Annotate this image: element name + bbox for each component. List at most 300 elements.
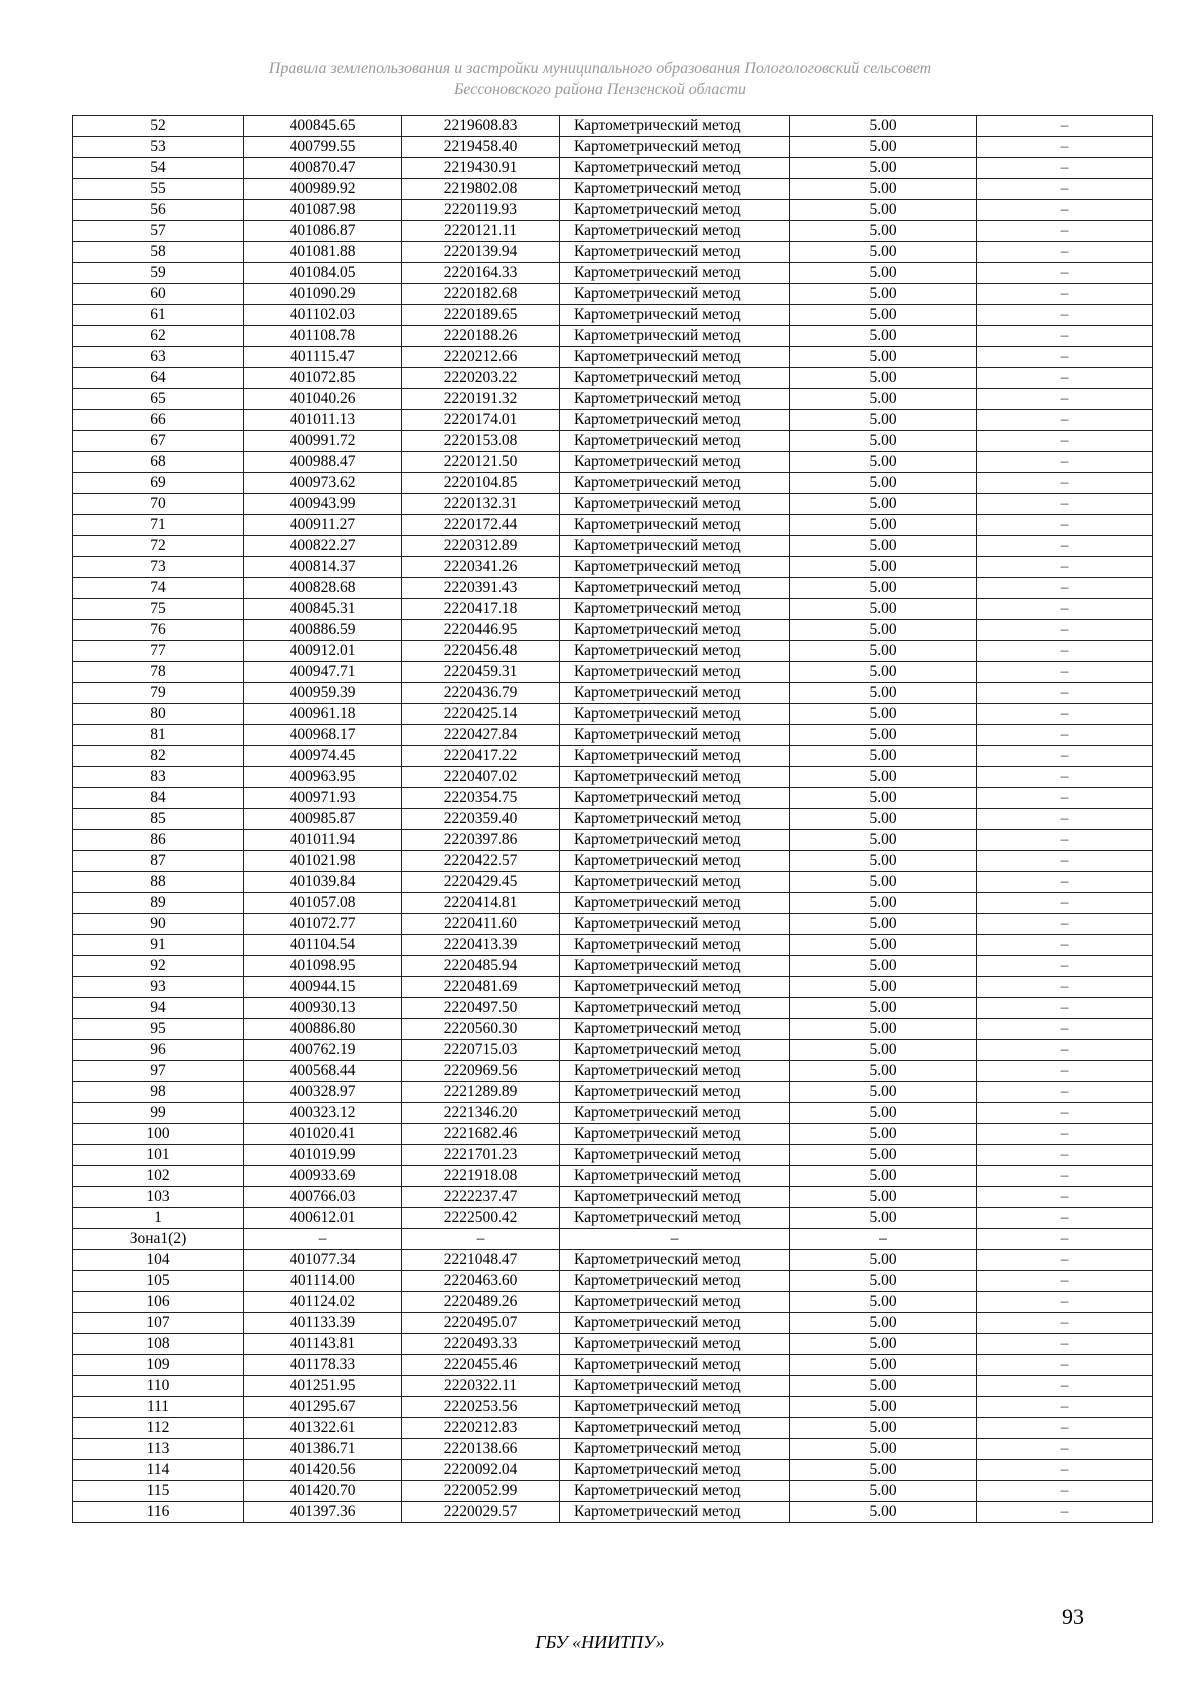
y-coordinate-cell: 2219608.83 bbox=[402, 116, 560, 137]
table-row bbox=[73, 1250, 1153, 1271]
x-coordinate-cell: 401077.34 bbox=[244, 1250, 402, 1271]
y-coordinate-cell: 2220429.45 bbox=[402, 872, 560, 893]
note-cell: – bbox=[977, 704, 1153, 725]
x-coordinate-cell: 401133.39 bbox=[244, 1313, 402, 1334]
accuracy-cell: 5.00 bbox=[790, 956, 977, 977]
header-line-2: Бессоновского района Пензенской области bbox=[453, 81, 747, 98]
y-coordinate-cell: 2220212.83 bbox=[402, 1418, 560, 1439]
method-cell: Картометрический метод bbox=[560, 662, 790, 683]
x-coordinate-cell: 401322.61 bbox=[244, 1418, 402, 1439]
accuracy-cell: 5.00 bbox=[790, 977, 977, 998]
note-cell: – bbox=[977, 1397, 1153, 1418]
y-coordinate-cell: 2220191.32 bbox=[402, 389, 560, 410]
accuracy-cell: 5.00 bbox=[790, 1208, 977, 1229]
x-coordinate-cell: 400971.93 bbox=[244, 788, 402, 809]
note-cell: – bbox=[977, 1271, 1153, 1292]
accuracy-cell: 5.00 bbox=[790, 368, 977, 389]
y-coordinate-cell: 2220489.26 bbox=[402, 1292, 560, 1313]
note-cell: – bbox=[977, 1082, 1153, 1103]
point-number-cell: 88 bbox=[73, 872, 244, 893]
note-cell: – bbox=[977, 1418, 1153, 1439]
method-cell: Картометрический метод bbox=[560, 1187, 790, 1208]
y-coordinate-cell: 2220212.66 bbox=[402, 347, 560, 368]
accuracy-cell: 5.00 bbox=[790, 494, 977, 515]
note-cell: – bbox=[977, 1019, 1153, 1040]
note-cell: – bbox=[977, 410, 1153, 431]
table-row bbox=[73, 1061, 1153, 1082]
header-line-1: Правила землепользования и застройки муниципального образования Пологологовский сельсовет bbox=[268, 60, 932, 77]
method-cell: Картометрический метод bbox=[560, 515, 790, 536]
method-cell: Картометрический метод bbox=[560, 1082, 790, 1103]
point-number-cell: 67 bbox=[73, 431, 244, 452]
table-row bbox=[73, 1082, 1153, 1103]
x-coordinate-cell: 401104.54 bbox=[244, 935, 402, 956]
accuracy-cell: 5.00 bbox=[790, 305, 977, 326]
table-row bbox=[73, 431, 1153, 452]
y-coordinate-cell: 2220560.30 bbox=[402, 1019, 560, 1040]
x-coordinate-cell: 401057.08 bbox=[244, 893, 402, 914]
method-cell: Картометрический метод bbox=[560, 557, 790, 578]
table-row bbox=[73, 137, 1153, 158]
y-coordinate-cell: 2221918.08 bbox=[402, 1166, 560, 1187]
method-cell: Картометрический метод bbox=[560, 284, 790, 305]
table-row bbox=[73, 389, 1153, 410]
method-cell: Картометрический метод bbox=[560, 221, 790, 242]
x-coordinate-cell: 401102.03 bbox=[244, 305, 402, 326]
accuracy-cell: 5.00 bbox=[790, 515, 977, 536]
point-number-cell: 77 bbox=[73, 641, 244, 662]
table-row bbox=[73, 956, 1153, 977]
point-number-cell: 61 bbox=[73, 305, 244, 326]
method-cell: Картометрический метод bbox=[560, 389, 790, 410]
y-coordinate-cell: 2221682.46 bbox=[402, 1124, 560, 1145]
method-cell: Картометрический метод bbox=[560, 998, 790, 1019]
method-cell: Картометрический метод bbox=[560, 1019, 790, 1040]
note-cell: – bbox=[977, 200, 1153, 221]
accuracy-cell: 5.00 bbox=[790, 704, 977, 725]
table-row bbox=[73, 1187, 1153, 1208]
x-coordinate-cell: 401420.70 bbox=[244, 1481, 402, 1502]
x-coordinate-cell: 400973.62 bbox=[244, 473, 402, 494]
method-cell: Картометрический метод bbox=[560, 599, 790, 620]
y-coordinate-cell: 2220359.40 bbox=[402, 809, 560, 830]
table-row bbox=[73, 200, 1153, 221]
accuracy-cell: 5.00 bbox=[790, 872, 977, 893]
x-coordinate-cell: 400963.95 bbox=[244, 767, 402, 788]
method-cell: Картометрический метод bbox=[560, 1313, 790, 1334]
method-cell: Картометрический метод bbox=[560, 242, 790, 263]
accuracy-cell: 5.00 bbox=[790, 452, 977, 473]
method-cell: Картометрический метод bbox=[560, 851, 790, 872]
x-coordinate-cell: 401115.47 bbox=[244, 347, 402, 368]
accuracy-cell: 5.00 bbox=[790, 431, 977, 452]
point-number-cell: 107 bbox=[73, 1313, 244, 1334]
point-number-cell: 56 bbox=[73, 200, 244, 221]
accuracy-cell: 5.00 bbox=[790, 1397, 977, 1418]
point-number-cell: 52 bbox=[73, 116, 244, 137]
method-cell: Картометрический метод bbox=[560, 536, 790, 557]
point-number-cell: 101 bbox=[73, 1145, 244, 1166]
table-row bbox=[73, 410, 1153, 431]
table-row bbox=[73, 809, 1153, 830]
x-coordinate-cell: 401020.41 bbox=[244, 1124, 402, 1145]
note-cell: – bbox=[977, 557, 1153, 578]
y-coordinate-cell: 2220104.85 bbox=[402, 473, 560, 494]
x-coordinate-cell: 401090.29 bbox=[244, 284, 402, 305]
document-header bbox=[0, 58, 1200, 100]
table-row bbox=[73, 1208, 1153, 1229]
point-number-cell: 69 bbox=[73, 473, 244, 494]
note-cell: – bbox=[977, 1355, 1153, 1376]
point-number-cell: 84 bbox=[73, 788, 244, 809]
table-row bbox=[73, 893, 1153, 914]
note-cell: – bbox=[977, 599, 1153, 620]
accuracy-cell: 5.00 bbox=[790, 116, 977, 137]
note-cell: – bbox=[977, 431, 1153, 452]
y-coordinate-cell: 2220456.48 bbox=[402, 641, 560, 662]
accuracy-cell: 5.00 bbox=[790, 1124, 977, 1145]
method-cell: Картометрический метод bbox=[560, 473, 790, 494]
x-coordinate-cell: 400870.47 bbox=[244, 158, 402, 179]
y-coordinate-cell: 2220029.57 bbox=[402, 1502, 560, 1523]
accuracy-cell: 5.00 bbox=[790, 1376, 977, 1397]
accuracy-cell: – bbox=[790, 1229, 977, 1250]
method-cell: Картометрический метод bbox=[560, 116, 790, 137]
table-row bbox=[73, 725, 1153, 746]
table-row bbox=[73, 242, 1153, 263]
y-coordinate-cell: 2222237.47 bbox=[402, 1187, 560, 1208]
y-coordinate-cell: 2220481.69 bbox=[402, 977, 560, 998]
method-cell: Картометрический метод bbox=[560, 1376, 790, 1397]
x-coordinate-cell: 401251.95 bbox=[244, 1376, 402, 1397]
point-number-cell: 78 bbox=[73, 662, 244, 683]
y-coordinate-cell: 2220188.26 bbox=[402, 326, 560, 347]
note-cell: – bbox=[977, 179, 1153, 200]
note-cell: – bbox=[977, 1460, 1153, 1481]
y-coordinate-cell: 2221048.47 bbox=[402, 1250, 560, 1271]
y-coordinate-cell: 2220172.44 bbox=[402, 515, 560, 536]
y-coordinate-cell: 2220341.26 bbox=[402, 557, 560, 578]
accuracy-cell: 5.00 bbox=[790, 473, 977, 494]
document-footer: ГБУ «НИИТПУ» bbox=[535, 1632, 665, 1652]
method-cell: Картометрический метод bbox=[560, 305, 790, 326]
point-number-cell: 91 bbox=[73, 935, 244, 956]
x-coordinate-cell: 400845.31 bbox=[244, 599, 402, 620]
y-coordinate-cell: 2220121.11 bbox=[402, 221, 560, 242]
accuracy-cell: 5.00 bbox=[790, 1418, 977, 1439]
point-number-cell: 108 bbox=[73, 1334, 244, 1355]
accuracy-cell: 5.00 bbox=[790, 326, 977, 347]
note-cell: – bbox=[977, 956, 1153, 977]
table-row bbox=[73, 599, 1153, 620]
point-number-cell: 100 bbox=[73, 1124, 244, 1145]
coordinates-table bbox=[72, 115, 1153, 1523]
accuracy-cell: 5.00 bbox=[790, 851, 977, 872]
x-coordinate-cell: 400323.12 bbox=[244, 1103, 402, 1124]
note-cell: – bbox=[977, 620, 1153, 641]
table-row bbox=[73, 914, 1153, 935]
point-number-cell: 94 bbox=[73, 998, 244, 1019]
method-cell: Картометрический метод bbox=[560, 620, 790, 641]
table-row bbox=[73, 1124, 1153, 1145]
point-number-cell: 79 bbox=[73, 683, 244, 704]
coordinates-table-body bbox=[73, 116, 1153, 1523]
table-row bbox=[73, 1019, 1153, 1040]
x-coordinate-cell: 400828.68 bbox=[244, 578, 402, 599]
table-row bbox=[73, 1355, 1153, 1376]
point-number-cell: 110 bbox=[73, 1376, 244, 1397]
point-number-cell: 103 bbox=[73, 1187, 244, 1208]
y-coordinate-cell: 2220446.95 bbox=[402, 620, 560, 641]
point-number-cell: 97 bbox=[73, 1061, 244, 1082]
y-coordinate-cell: 2220052.99 bbox=[402, 1481, 560, 1502]
x-coordinate-cell: 400328.97 bbox=[244, 1082, 402, 1103]
note-cell: – bbox=[977, 1502, 1153, 1523]
note-cell: – bbox=[977, 893, 1153, 914]
table-row bbox=[73, 536, 1153, 557]
x-coordinate-cell: 401072.85 bbox=[244, 368, 402, 389]
y-coordinate-cell: 2220455.46 bbox=[402, 1355, 560, 1376]
point-number-cell: 115 bbox=[73, 1481, 244, 1502]
accuracy-cell: 5.00 bbox=[790, 347, 977, 368]
point-number-cell: 95 bbox=[73, 1019, 244, 1040]
x-coordinate-cell: 400930.13 bbox=[244, 998, 402, 1019]
method-cell: Картометрический метод bbox=[560, 410, 790, 431]
accuracy-cell: 5.00 bbox=[790, 893, 977, 914]
x-coordinate-cell: 400943.99 bbox=[244, 494, 402, 515]
table-row bbox=[73, 347, 1153, 368]
x-coordinate-cell: 400947.71 bbox=[244, 662, 402, 683]
accuracy-cell: 5.00 bbox=[790, 1082, 977, 1103]
accuracy-cell: 5.00 bbox=[790, 158, 977, 179]
accuracy-cell: 5.00 bbox=[790, 1355, 977, 1376]
x-coordinate-cell: 401039.84 bbox=[244, 872, 402, 893]
y-coordinate-cell: 2220139.94 bbox=[402, 242, 560, 263]
table-row bbox=[73, 1103, 1153, 1124]
x-coordinate-cell: 400974.45 bbox=[244, 746, 402, 767]
accuracy-cell: 5.00 bbox=[790, 1145, 977, 1166]
table-row bbox=[73, 935, 1153, 956]
point-number-cell: 60 bbox=[73, 284, 244, 305]
point-number-cell: 98 bbox=[73, 1082, 244, 1103]
note-cell: – bbox=[977, 1040, 1153, 1061]
point-number-cell: 113 bbox=[73, 1439, 244, 1460]
y-coordinate-cell: 2220397.86 bbox=[402, 830, 560, 851]
point-number-cell: 53 bbox=[73, 137, 244, 158]
y-coordinate-cell: 2220459.31 bbox=[402, 662, 560, 683]
x-coordinate-cell: 400933.69 bbox=[244, 1166, 402, 1187]
note-cell: – bbox=[977, 767, 1153, 788]
point-number-cell: 106 bbox=[73, 1292, 244, 1313]
table-row bbox=[73, 767, 1153, 788]
method-cell: Картометрический метод bbox=[560, 746, 790, 767]
point-number-cell: 62 bbox=[73, 326, 244, 347]
accuracy-cell: 5.00 bbox=[790, 599, 977, 620]
accuracy-cell: 5.00 bbox=[790, 1334, 977, 1355]
y-coordinate-cell: 2220463.60 bbox=[402, 1271, 560, 1292]
y-coordinate-cell: 2220182.68 bbox=[402, 284, 560, 305]
accuracy-cell: 5.00 bbox=[790, 809, 977, 830]
accuracy-cell: 5.00 bbox=[790, 1019, 977, 1040]
point-number-cell: Зона1(2) bbox=[73, 1229, 244, 1250]
method-cell: Картометрический метод bbox=[560, 326, 790, 347]
table-row bbox=[73, 1481, 1153, 1502]
point-number-cell: 75 bbox=[73, 599, 244, 620]
point-number-cell: 71 bbox=[73, 515, 244, 536]
accuracy-cell: 5.00 bbox=[790, 1502, 977, 1523]
accuracy-cell: 5.00 bbox=[790, 137, 977, 158]
point-number-cell: 89 bbox=[73, 893, 244, 914]
table-row bbox=[73, 158, 1153, 179]
accuracy-cell: 5.00 bbox=[790, 788, 977, 809]
table-row bbox=[73, 620, 1153, 641]
table-row bbox=[73, 1229, 1153, 1250]
y-coordinate-cell: 2220121.50 bbox=[402, 452, 560, 473]
y-coordinate-cell: 2220485.94 bbox=[402, 956, 560, 977]
table-row bbox=[73, 1418, 1153, 1439]
method-cell: Картометрический метод bbox=[560, 704, 790, 725]
accuracy-cell: 5.00 bbox=[790, 200, 977, 221]
y-coordinate-cell: 2220189.65 bbox=[402, 305, 560, 326]
point-number-cell: 109 bbox=[73, 1355, 244, 1376]
y-coordinate-cell: 2220174.01 bbox=[402, 410, 560, 431]
method-cell: Картометрический метод bbox=[560, 1355, 790, 1376]
table-row bbox=[73, 1334, 1153, 1355]
x-coordinate-cell: 401019.99 bbox=[244, 1145, 402, 1166]
accuracy-cell: 5.00 bbox=[790, 284, 977, 305]
method-cell: Картометрический метод bbox=[560, 956, 790, 977]
y-coordinate-cell: 2220322.11 bbox=[402, 1376, 560, 1397]
x-coordinate-cell: 400762.19 bbox=[244, 1040, 402, 1061]
table-row bbox=[73, 368, 1153, 389]
accuracy-cell: 5.00 bbox=[790, 1271, 977, 1292]
x-coordinate-cell: 400568.44 bbox=[244, 1061, 402, 1082]
method-cell: Картометрический метод bbox=[560, 1145, 790, 1166]
x-coordinate-cell: 400968.17 bbox=[244, 725, 402, 746]
point-number-cell: 81 bbox=[73, 725, 244, 746]
table-row bbox=[73, 284, 1153, 305]
accuracy-cell: 5.00 bbox=[790, 1439, 977, 1460]
table-row bbox=[73, 704, 1153, 725]
y-coordinate-cell: 2220493.33 bbox=[402, 1334, 560, 1355]
note-cell: – bbox=[977, 116, 1153, 137]
note-cell: – bbox=[977, 788, 1153, 809]
x-coordinate-cell: 401084.05 bbox=[244, 263, 402, 284]
method-cell: Картометрический метод bbox=[560, 914, 790, 935]
accuracy-cell: 5.00 bbox=[790, 1460, 977, 1481]
point-number-cell: 85 bbox=[73, 809, 244, 830]
y-coordinate-cell: 2221701.23 bbox=[402, 1145, 560, 1166]
table-row bbox=[73, 452, 1153, 473]
note-cell: – bbox=[977, 137, 1153, 158]
note-cell: – bbox=[977, 977, 1153, 998]
accuracy-cell: 5.00 bbox=[790, 767, 977, 788]
point-number-cell: 111 bbox=[73, 1397, 244, 1418]
table-row bbox=[73, 977, 1153, 998]
note-cell: – bbox=[977, 158, 1153, 179]
point-number-cell: 63 bbox=[73, 347, 244, 368]
note-cell: – bbox=[977, 1124, 1153, 1145]
method-cell: Картометрический метод bbox=[560, 494, 790, 515]
note-cell: – bbox=[977, 263, 1153, 284]
point-number-cell: 68 bbox=[73, 452, 244, 473]
point-number-cell: 104 bbox=[73, 1250, 244, 1271]
note-cell: – bbox=[977, 536, 1153, 557]
x-coordinate-cell: 401397.36 bbox=[244, 1502, 402, 1523]
accuracy-cell: 5.00 bbox=[790, 725, 977, 746]
x-coordinate-cell: 400961.18 bbox=[244, 704, 402, 725]
accuracy-cell: 5.00 bbox=[790, 1061, 977, 1082]
accuracy-cell: 5.00 bbox=[790, 536, 977, 557]
note-cell: – bbox=[977, 452, 1153, 473]
table-row bbox=[73, 1145, 1153, 1166]
table-row bbox=[73, 662, 1153, 683]
accuracy-cell: 5.00 bbox=[790, 1481, 977, 1502]
table-row bbox=[73, 641, 1153, 662]
x-coordinate-cell: 400886.80 bbox=[244, 1019, 402, 1040]
x-coordinate-cell: 400912.01 bbox=[244, 641, 402, 662]
x-coordinate-cell: 400886.59 bbox=[244, 620, 402, 641]
accuracy-cell: 5.00 bbox=[790, 1166, 977, 1187]
accuracy-cell: 5.00 bbox=[790, 683, 977, 704]
point-number-cell: 116 bbox=[73, 1502, 244, 1523]
y-coordinate-cell: 2220414.81 bbox=[402, 893, 560, 914]
point-number-cell: 76 bbox=[73, 620, 244, 641]
x-coordinate-cell: 401114.00 bbox=[244, 1271, 402, 1292]
table-row bbox=[73, 872, 1153, 893]
note-cell: – bbox=[977, 389, 1153, 410]
table-row bbox=[73, 305, 1153, 326]
y-coordinate-cell: 2220413.39 bbox=[402, 935, 560, 956]
y-coordinate-cell: 2220391.43 bbox=[402, 578, 560, 599]
x-coordinate-cell: 401420.56 bbox=[244, 1460, 402, 1481]
note-cell: – bbox=[977, 347, 1153, 368]
note-cell: – bbox=[977, 305, 1153, 326]
point-number-cell: 72 bbox=[73, 536, 244, 557]
table-row bbox=[73, 1313, 1153, 1334]
point-number-cell: 82 bbox=[73, 746, 244, 767]
note-cell: – bbox=[977, 284, 1153, 305]
note-cell: – bbox=[977, 641, 1153, 662]
point-number-cell: 54 bbox=[73, 158, 244, 179]
table-row bbox=[73, 473, 1153, 494]
note-cell: – bbox=[977, 830, 1153, 851]
accuracy-cell: 5.00 bbox=[790, 662, 977, 683]
x-coordinate-cell: 401021.98 bbox=[244, 851, 402, 872]
x-coordinate-cell: 401295.67 bbox=[244, 1397, 402, 1418]
point-number-cell: 65 bbox=[73, 389, 244, 410]
y-coordinate-cell: 2221289.89 bbox=[402, 1082, 560, 1103]
point-number-cell: 87 bbox=[73, 851, 244, 872]
table-row bbox=[73, 998, 1153, 1019]
method-cell: Картометрический метод bbox=[560, 1040, 790, 1061]
y-coordinate-cell: 2220253.56 bbox=[402, 1397, 560, 1418]
x-coordinate-cell: 401087.98 bbox=[244, 200, 402, 221]
x-coordinate-cell: 401081.88 bbox=[244, 242, 402, 263]
note-cell: – bbox=[977, 242, 1153, 263]
note-cell: – bbox=[977, 326, 1153, 347]
note-cell: – bbox=[977, 1145, 1153, 1166]
method-cell: Картометрический метод bbox=[560, 1397, 790, 1418]
x-coordinate-cell: 400988.47 bbox=[244, 452, 402, 473]
accuracy-cell: 5.00 bbox=[790, 179, 977, 200]
y-coordinate-cell: 2220497.50 bbox=[402, 998, 560, 1019]
method-cell: Картометрический метод bbox=[560, 158, 790, 179]
y-coordinate-cell: 2220425.14 bbox=[402, 704, 560, 725]
method-cell: Картометрический метод bbox=[560, 893, 790, 914]
method-cell: Картометрический метод bbox=[560, 641, 790, 662]
method-cell: Картометрический метод bbox=[560, 1334, 790, 1355]
